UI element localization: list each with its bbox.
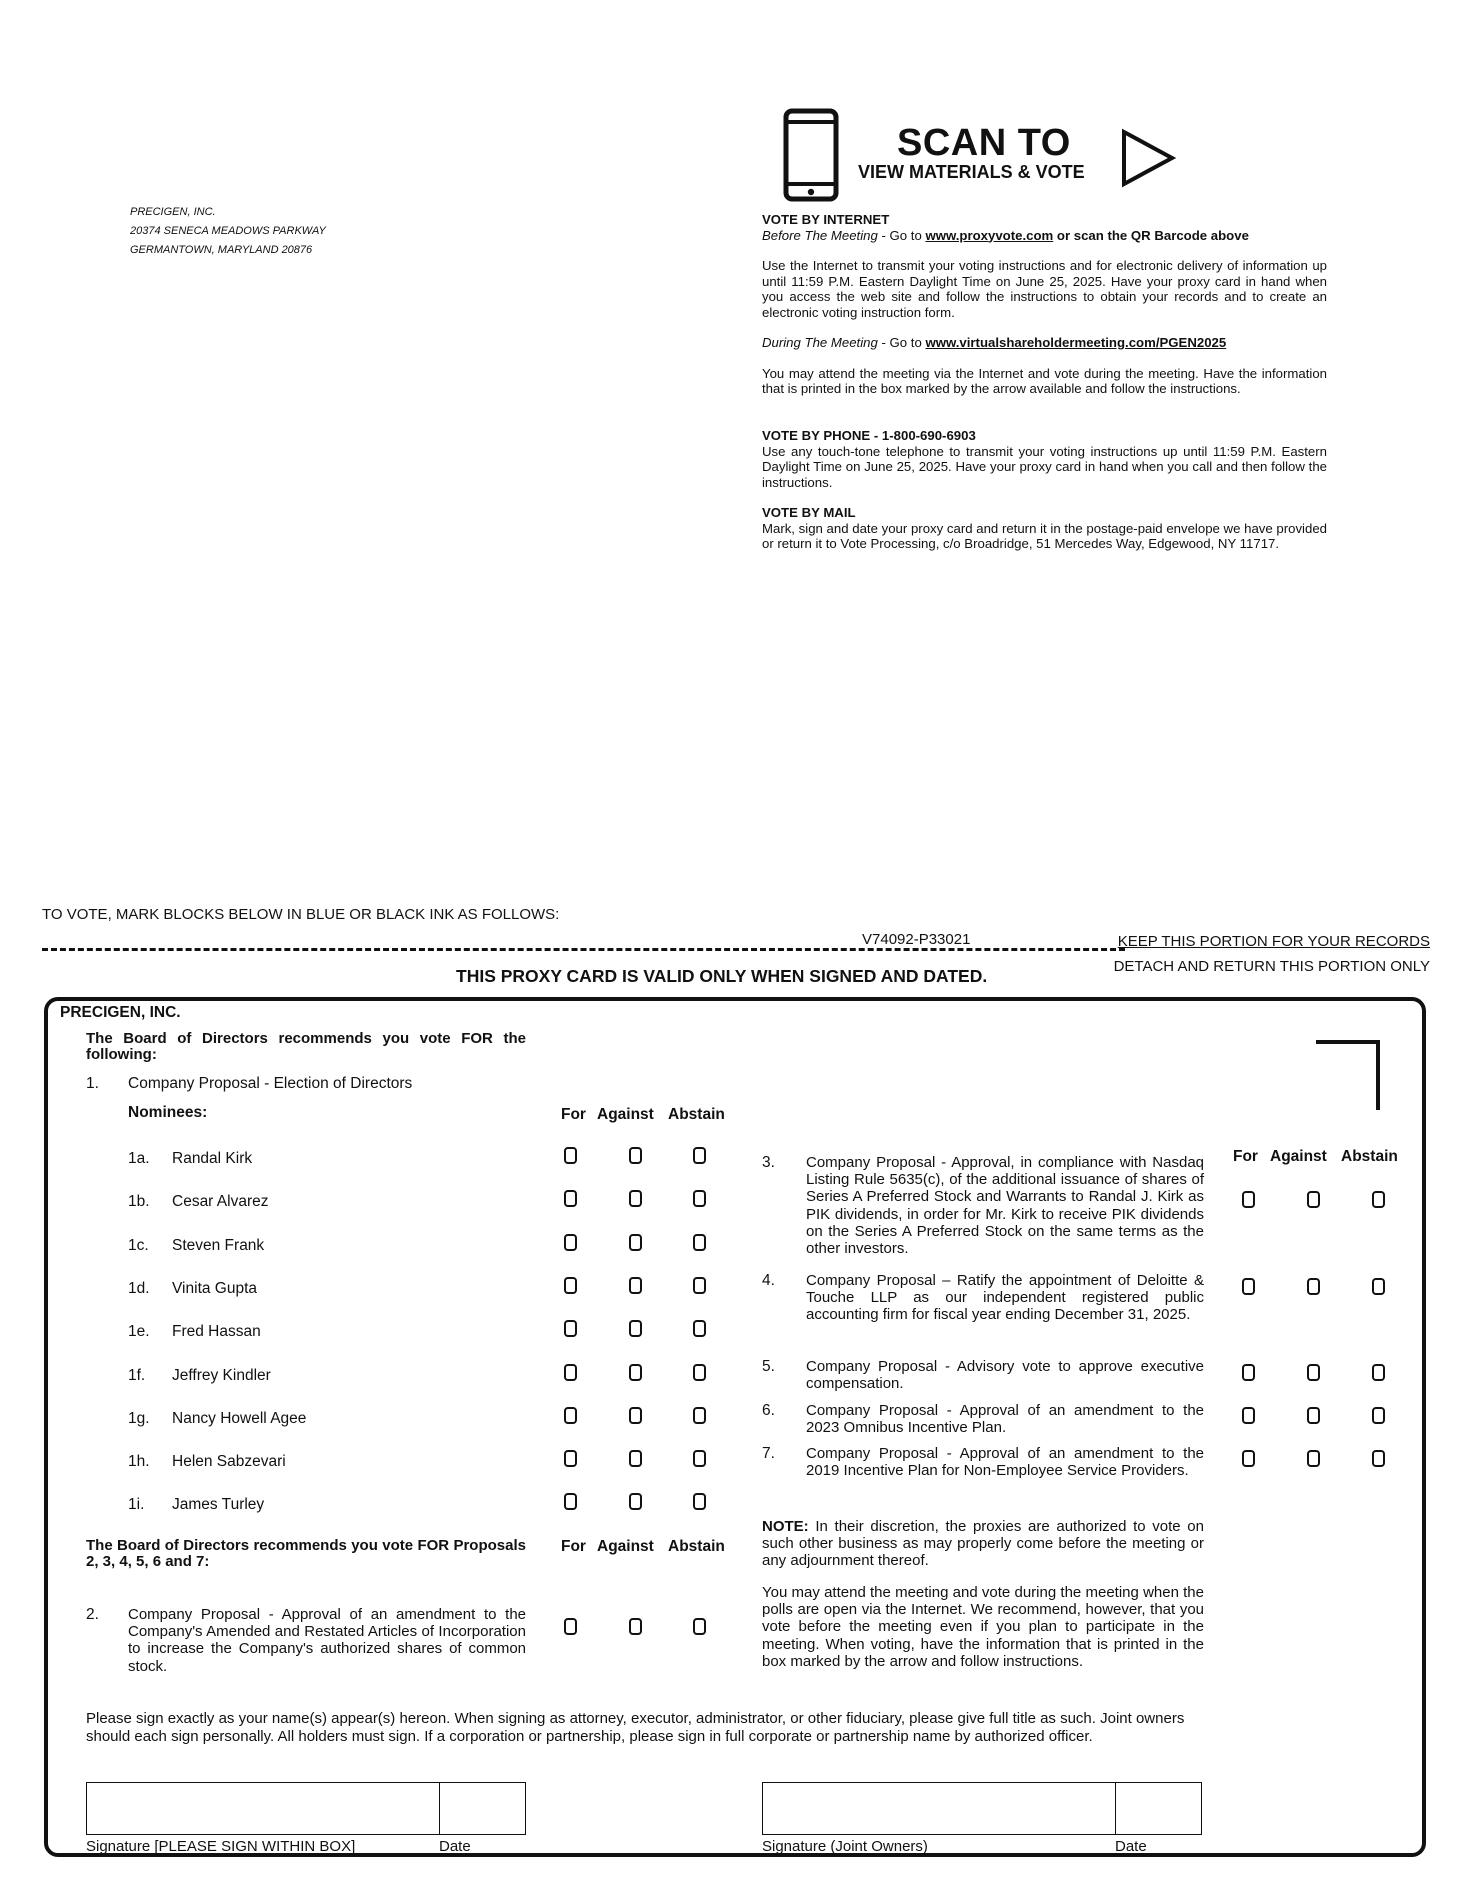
item1-label: Company Proposal - Election of Directors xyxy=(128,1075,413,1092)
proposal-2-against-checkbox[interactable] xyxy=(629,1618,642,1635)
nominee-against-checkbox[interactable] xyxy=(629,1407,642,1424)
nominee-name: Randal Kirk xyxy=(172,1150,253,1167)
joint-date-caption: Date xyxy=(1115,1838,1147,1855)
nominee-for-checkbox[interactable] xyxy=(564,1364,577,1381)
nominee-name: Steven Frank xyxy=(172,1237,265,1254)
signing-instructions: Please sign exactly as your name(s) appear(s) hereon. When signing as attorney, executor, administrator, or other fiduciary, please give full title as such. Joint owners should each sign personally. All holders must sign. If a corporation or partnership, please sign in full corporate or partnership name by authorized officer. xyxy=(86,1710,1185,1745)
nominee-against-checkbox[interactable] xyxy=(629,1277,642,1294)
proposal-3-for-checkbox[interactable] xyxy=(1242,1191,1255,1208)
col-against-3: Against xyxy=(1270,1148,1327,1165)
nominee-for-checkbox[interactable] xyxy=(564,1450,577,1467)
nominee-id: 1e. xyxy=(128,1323,150,1340)
joint-signature-box[interactable] xyxy=(762,1782,1116,1835)
during-meeting-dash: - Go to xyxy=(877,335,926,350)
nominee-abstain-checkbox[interactable] xyxy=(693,1450,706,1467)
vote-phone-text: Use any touch-tone telephone to transmit your voting instructions up until 11:59 P.M. Eastern Daylight Time on June 25, 2025. Have your proxy card in hand when you call and then follow the instructions. xyxy=(762,443,1327,490)
nominee-abstain-checkbox[interactable] xyxy=(693,1320,706,1337)
note-text: In their discretion, the proxies are authorized to vote on such other business as may properly come before the meeting or any adjournment thereof. xyxy=(762,1518,1204,1570)
nominee-abstain-checkbox[interactable] xyxy=(693,1407,706,1424)
proposal-5-text: Company Proposal - Advisory vote to approve executive compensation. xyxy=(806,1358,1204,1393)
nominee-for-checkbox[interactable] xyxy=(564,1407,577,1424)
nominee-against-checkbox[interactable] xyxy=(629,1493,642,1510)
nominee-name: Vinita Gupta xyxy=(172,1280,258,1297)
date-box[interactable] xyxy=(439,1782,526,1835)
during-meeting-label: During The Meeting xyxy=(762,335,878,350)
proposal-7-for-checkbox[interactable] xyxy=(1242,1450,1255,1467)
proposal-7-abstain-checkbox[interactable] xyxy=(1372,1450,1385,1467)
col-against-2: Against xyxy=(597,1538,654,1555)
nominee-abstain-checkbox[interactable] xyxy=(693,1277,706,1294)
col-against-1: Against xyxy=(597,1106,654,1123)
virtual-meeting-link[interactable]: www.virtualshareholdermeeting.com/PGEN2025 xyxy=(925,335,1227,350)
before-meeting-text: Use the Internet to transmit your voting instructions and for electronic delivery of information up until 11:59 P.M. Eastern Daylight Time on June 25, 2025. Have your proxy card in hand when you access the web site and follow the instructions to obtain your records and to create an electronic voting instruction form. xyxy=(762,258,1327,320)
col-for-1: For xyxy=(561,1106,586,1123)
nominee-name: Jeffrey Kindler xyxy=(172,1367,271,1384)
scan-title: SCAN TO xyxy=(897,122,1071,164)
board-recommendation-1: The Board of Directors recommends you vote FOR the following: xyxy=(86,1030,526,1063)
valid-notice: THIS PROXY CARD IS VALID ONLY WHEN SIGNED AND DATED. xyxy=(456,966,988,986)
col-for-3: For xyxy=(1233,1148,1258,1165)
proposal-2-for-checkbox[interactable] xyxy=(564,1618,577,1635)
nominee-name: Helen Sabzevari xyxy=(172,1453,286,1470)
proposal-6-against-checkbox[interactable] xyxy=(1307,1407,1320,1424)
scan-subtitle: VIEW MATERIALS & VOTE xyxy=(858,162,1085,182)
nominee-name: Cesar Alvarez xyxy=(172,1193,269,1210)
col-abstain-2: Abstain xyxy=(668,1538,725,1555)
nominee-abstain-checkbox[interactable] xyxy=(693,1190,706,1207)
during-meeting-line xyxy=(762,335,1327,351)
proposal-6-for-checkbox[interactable] xyxy=(1242,1407,1255,1424)
proposal-6-abstain-checkbox[interactable] xyxy=(1372,1407,1385,1424)
joint-date-box[interactable] xyxy=(1115,1782,1202,1835)
before-meeting-label: Before The Meeting xyxy=(762,227,878,243)
nominee-against-checkbox[interactable] xyxy=(629,1450,642,1467)
nominee-for-checkbox[interactable] xyxy=(564,1234,577,1251)
nominee-against-checkbox[interactable] xyxy=(629,1190,642,1207)
nominee-against-checkbox[interactable] xyxy=(629,1234,642,1251)
nominee-for-checkbox[interactable] xyxy=(564,1147,577,1164)
corner-mark xyxy=(1316,1040,1380,1110)
control-code: V74092-P33021 xyxy=(858,931,974,948)
proposal-3-abstain-checkbox[interactable] xyxy=(1372,1191,1385,1208)
proposal-4-abstain-checkbox[interactable] xyxy=(1372,1278,1385,1295)
nominee-id: 1d. xyxy=(128,1280,150,1297)
proposal-2-text: Company Proposal - Approval of an amendment to the Company's Amended and Restated Articles of Incorporation to increase the Company's authorized shares of common stock. xyxy=(128,1606,526,1675)
qr-suffix: or scan the QR Barcode above xyxy=(1053,227,1249,243)
keep-portion-label: KEEP THIS PORTION FOR YOUR RECORDS xyxy=(1117,933,1430,950)
nominee-id: 1i. xyxy=(128,1496,145,1513)
vote-mail-heading: VOTE BY MAIL xyxy=(762,505,856,520)
detach-line xyxy=(42,948,1125,951)
nominee-id: 1c. xyxy=(128,1237,149,1254)
nominee-id: 1f. xyxy=(128,1367,146,1384)
proposal-5-number: 5. xyxy=(762,1358,775,1375)
joint-signature-caption: Signature (Joint Owners) xyxy=(762,1838,928,1855)
ink-instruction: TO VOTE, MARK BLOCKS BELOW IN BLUE OR BLACK INK AS FOLLOWS: xyxy=(42,906,560,923)
vote-phone-section xyxy=(762,428,1327,490)
address-street: 20374 SENECA MEADOWS PARKWAY xyxy=(130,225,326,237)
vote-mail-text: Mark, sign and date your proxy card and return it in the postage-paid envelope we have provided or return it to Vote Processing, c/o Broadridge, 51 Mercedes Way, Edgewood, NY 11717. xyxy=(762,520,1327,551)
vote-internet-section xyxy=(762,212,1327,397)
item1-number: 1. xyxy=(86,1075,99,1092)
proposal-5-against-checkbox[interactable] xyxy=(1307,1364,1320,1381)
nominee-against-checkbox[interactable] xyxy=(629,1364,642,1381)
nominee-name: Fred Hassan xyxy=(172,1323,261,1340)
card-company: PRECIGEN, INC. xyxy=(60,1004,181,1021)
nominee-abstain-checkbox[interactable] xyxy=(693,1493,706,1510)
proposal-6-number: 6. xyxy=(762,1402,775,1419)
signature-caption: Signature [PLEASE SIGN WITHIN BOX] xyxy=(86,1838,356,1855)
nominee-id: 1g. xyxy=(128,1410,150,1427)
address-city: GERMANTOWN, MARYLAND 20876 xyxy=(130,244,313,256)
nominee-against-checkbox[interactable] xyxy=(629,1320,642,1337)
proposal-4-text: Company Proposal – Ratify the appointment of Deloitte & Touche LLP as our independent registered public accounting firm for fiscal year ending December 31, 2025. xyxy=(806,1272,1204,1324)
proposal-3-text: Company Proposal - Approval, in compliance with Nasdaq Listing Rule 5635(c), of the additional issuance of shares of Series A Preferred Stock and Warrants to Randal J. Kirk as PIK dividends, in order for Mr. Kirk to receive PIK dividends on the Series A Preferred Stock on the same terms as the other investors. xyxy=(806,1154,1204,1258)
nominee-for-checkbox[interactable] xyxy=(564,1277,577,1294)
proposal-4-number: 4. xyxy=(762,1272,775,1289)
company-address xyxy=(130,203,326,260)
proposal-2-abstain-checkbox[interactable] xyxy=(693,1618,706,1635)
note-paragraph xyxy=(762,1518,1204,1570)
proposal-3-against-checkbox[interactable] xyxy=(1307,1191,1320,1208)
board-recommendation-2: The Board of Directors recommends you vote FOR Proposals 2, 3, 4, 5, 6 and 7: xyxy=(86,1537,526,1570)
nominee-id: 1h. xyxy=(128,1453,150,1470)
proposal-7-against-checkbox[interactable] xyxy=(1307,1450,1320,1467)
proposal-6-text: Company Proposal - Approval of an amendment to the 2023 Omnibus Incentive Plan. xyxy=(806,1402,1204,1437)
note-label: NOTE: xyxy=(762,1518,809,1535)
col-abstain-1: Abstain xyxy=(668,1106,725,1123)
vote-mail-section xyxy=(762,505,1327,552)
detach-portion-label: DETACH AND RETURN THIS PORTION ONLY xyxy=(1113,958,1430,975)
signature-box[interactable] xyxy=(86,1782,440,1835)
proposal-7-text: Company Proposal - Approval of an amendment to the 2019 Incentive Plan for Non-Employee Service Providers. xyxy=(806,1445,1204,1480)
smartphone-icon xyxy=(783,108,839,202)
during-meeting-text: You may attend the meeting via the Internet and vote during the meeting. Have the information that is printed in the box marked by the arrow available and follow the instructions. xyxy=(762,365,1327,396)
nominee-against-checkbox[interactable] xyxy=(629,1147,642,1164)
proposal-5-for-checkbox[interactable] xyxy=(1242,1364,1255,1381)
attend-meeting-text: You may attend the meeting and vote during the meeting when the polls are open via the Internet. We recommend, however, that you vote before the meeting even if you plan to participate in the meeting. When voting, have the information that is printed in the box marked by the arrow and follow instructions. xyxy=(762,1584,1204,1670)
nominee-id: 1a. xyxy=(128,1150,150,1167)
nominee-id: 1b. xyxy=(128,1193,150,1210)
nominees-label: Nominees: xyxy=(128,1104,208,1121)
play-arrow-icon xyxy=(1120,128,1176,188)
vote-internet-heading: VOTE BY INTERNET xyxy=(762,212,890,227)
date-caption: Date xyxy=(439,1838,471,1855)
proposal-7-number: 7. xyxy=(762,1445,775,1462)
proposal-4-against-checkbox[interactable] xyxy=(1307,1278,1320,1295)
nominee-abstain-checkbox[interactable] xyxy=(693,1234,706,1251)
nominee-abstain-checkbox[interactable] xyxy=(693,1147,706,1164)
before-meeting-dash: - Go to xyxy=(877,227,926,243)
nominee-for-checkbox[interactable] xyxy=(564,1190,577,1207)
vote-phone-heading: VOTE BY PHONE - 1-800-690-6903 xyxy=(762,428,976,443)
proposal-4-for-checkbox[interactable] xyxy=(1242,1278,1255,1295)
nominee-name: Nancy Howell Agee xyxy=(172,1410,307,1427)
nominee-abstain-checkbox[interactable] xyxy=(693,1364,706,1381)
col-for-2: For xyxy=(561,1538,586,1555)
address-company-name: PRECIGEN, INC. xyxy=(130,206,216,218)
proposal-2-number: 2. xyxy=(86,1606,99,1623)
proxyvote-link[interactable]: www.proxyvote.com xyxy=(925,227,1054,243)
nominee-name: James Turley xyxy=(172,1496,265,1513)
proposal-5-abstain-checkbox[interactable] xyxy=(1372,1364,1385,1381)
before-meeting-line xyxy=(762,228,1327,244)
proposal-3-number: 3. xyxy=(762,1154,775,1171)
nominee-for-checkbox[interactable] xyxy=(564,1320,577,1337)
nominee-for-checkbox[interactable] xyxy=(564,1493,577,1510)
col-abstain-3: Abstain xyxy=(1341,1148,1398,1165)
